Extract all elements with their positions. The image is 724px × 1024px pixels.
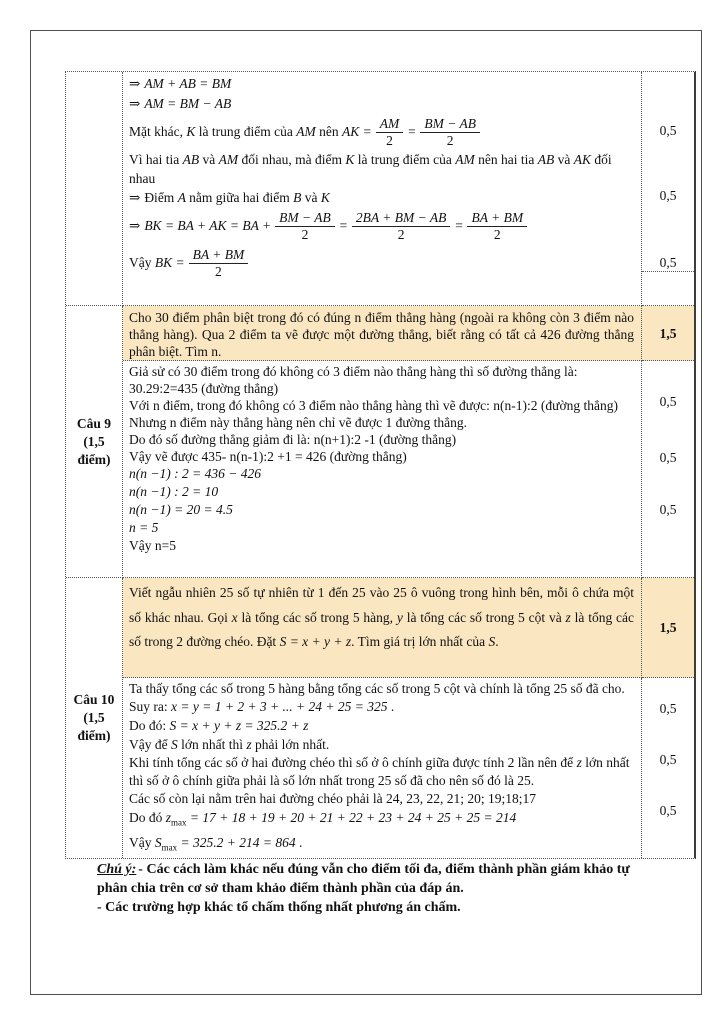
text-segment: Điểm [144,190,178,205]
q10-sol-line [129,754,634,790]
score-value: 0,5 [659,123,677,138]
q10-sol-line [129,680,634,716]
math-segment: x = y = 1 + 2 + 3 + ... + 24 + 25 = 325 [171,699,388,714]
question-number: Câu 9 [76,415,112,431]
math-segment: S = x + y + z = 325.2 + z [169,718,309,733]
q10-sol-line [129,716,634,736]
text-segment: Vậy [129,255,155,270]
math-segment: z [165,810,172,825]
q9-label-cell [66,306,123,578]
text-segment: nằm giữa hai điểm [189,190,294,205]
score-value: 0,5 [659,450,677,465]
math-segment: AK [573,152,595,167]
fraction [275,210,335,243]
fraction [189,247,249,280]
fraction-denominator: 2 [215,264,222,280]
q8-line-1 [129,74,634,94]
text-segment: là tổng các số trong 5 hàng, [241,609,397,625]
text-segment: Vậy [129,834,155,850]
math-segment: AB [537,152,558,167]
question-points: điểm) [77,451,111,467]
text-segment: đối nhau, mà điểm [241,152,346,167]
question-points: (1,5 [83,433,105,449]
text-segment: và [304,190,321,205]
question-points: điểm) [77,728,111,743]
text-segment: Do đó: [129,718,170,733]
math-segment: S [170,737,182,752]
question-points: (1,5 [83,710,105,725]
score-value: 0,5 [659,394,677,409]
fraction-numerator: BA + BM [189,247,249,264]
text-segment: phải lớn nhất. [255,737,330,752]
q10-solution-cell [123,678,642,858]
text-segment: nên [319,124,342,139]
text-segment: lớn nhất thì số ở ô chính giữa phải là số lớn nhất trong 25 số đã cho nên số đó là 25. [129,755,630,788]
note-paragraph-1 [97,860,652,898]
fraction-denominator: 2 [446,133,454,149]
math-segment: S [154,834,162,850]
subscript-max: max [171,817,187,828]
text-segment: . Tìm giá trị lớn nhất của [351,634,489,649]
implies-arrow: ⇒ [129,76,141,91]
math-segment: = 17 + 18 + 19 + 20 + 21 + 22 + 23 + 24 + 25 + 25 = 214 [186,810,517,825]
q9-sol-line: Do đó số đường thẳng giảm đi là: n(n+1):2 -1 (đường thẳng) [129,432,457,447]
math-segment: S [488,634,496,649]
math-segment: x [231,609,242,625]
q8-score-cell [642,72,694,306]
grading-note [97,860,652,917]
q8-line-2 [129,94,634,114]
score-value: 0,5 [659,803,677,818]
q9-sol-line: Giả sử có 30 điểm trong đó không có 3 điểm nào thẳng hàng thì số đường thẳng là: 30.29:2=435 (đường thẳng) [129,364,578,396]
note-label: Chú ý: [97,862,137,877]
text-segment: là tổng các số trong 2 đường chéo. Đặt [129,609,634,649]
text-segment: và [557,152,574,167]
math-segment: y [396,609,407,625]
math-segment: AM [296,124,320,139]
text-segment: là trung điểm của [198,124,297,139]
text-segment: nên hai tia [478,152,538,167]
fraction [467,210,527,243]
implies-arrow: ⇒ [129,190,141,205]
note-paragraph-2: - Các trường hợp khác tổ chấm thống nhất phương án chấm. [97,900,461,915]
fraction [376,116,404,149]
q9-statement-score-cell [642,306,694,361]
implies-arrow: ⇒ [129,96,141,111]
note-text: - Các cách làm khác nếu đúng vẫn cho điểm tối đa, điểm thành phần giám khảo tự phân chia trên cơ sở tham khảo điểm thành phần của đáp án. [97,862,630,896]
text-segment: là trung điểm của [357,152,456,167]
text-segment: Khi tính tổng các số ở hai đường chéo thì số ở ô chính giữa được tính 2 lần nên để [129,755,577,770]
text-segment: đối nhau [129,152,612,186]
q9-statement-cell [123,306,642,361]
q8-solution-cell [123,72,642,306]
text-segment: Vậy để [129,737,171,752]
text-segment: Viết ngẫu nhiên 25 số tự nhiên từ 1 đến 25 vào 25 ô vuông trong hình bên, mỗi ô chứa một số khác nhau. Gọi [129,585,634,625]
math-segment: A [177,190,190,205]
score-value: 0,5 [659,752,677,767]
fraction-numerator: 2BA + BM − AB [352,210,450,227]
q9-sol-math-line: n(n −1) = 20 = 4.5 [129,502,233,517]
text-segment: . [495,634,499,649]
q8-line-8 [129,245,634,281]
score-value: 1,5 [659,325,677,341]
math-segment: B [293,190,305,205]
q10-sol-line [129,833,634,858]
fraction-numerator: BM − AB [420,116,480,133]
text-segment: . [387,699,395,714]
math-segment: K [186,124,199,139]
q9-sol-math-line: n(n −1) : 2 = 10 [129,484,219,499]
math-segment: = [338,218,348,233]
q9-statement-text: Cho 30 điểm phân biệt trong đó có đúng n điểm thẳng hàng (ngoài ra không còn 3 điểm nào thẳng hàng). Qua 2 điểm ta vẽ được một đường thẳng, biết rằng có tất cả 426 đường thẳng phân biệt. Tìm n. [129,310,634,359]
text-segment: Mặt khác, [129,124,187,139]
fraction-numerator: BM − AB [275,210,335,227]
q9-sol-math-line: n = 5 [129,520,159,535]
q8-line-4 [129,150,634,188]
q9-sol-line: Vậy vẽ được 435- n(n-1):2 +1 = 426 (đường thẳng) [129,449,407,464]
subscript-max: max [161,842,178,853]
math-segment: z [576,755,586,770]
fraction-denominator: 2 [386,133,393,149]
fraction-denominator: 2 [397,227,405,243]
fraction-denominator: 2 [301,227,309,243]
grading-table [65,71,696,859]
q9-solution-cell [123,361,642,578]
math-segment: z [565,609,575,625]
q10-label-cell [66,578,123,858]
score-value: 0,5 [659,255,677,270]
q8-line-7 [129,207,634,245]
math-segment: BK = [154,255,185,270]
math-segment: AM [218,152,242,167]
implies-arrow: ⇒ [129,218,141,233]
math-segment: K [320,190,330,205]
score-value: 1,5 [659,620,677,635]
q10-sol-line [129,808,634,833]
math-segment: BK = BA + AK = BA + [144,218,272,233]
score-value: 0,5 [659,701,677,716]
q10-statement-cell [123,578,642,678]
text-segment: Vì hai tia [129,152,183,167]
q9-sol-line: Với n điểm, trong đó không có 3 điểm nào thẳng hàng thì vẽ được: n(n-1):2 (đường thẳng) [129,398,618,413]
fraction-numerator: BA + BM [467,210,527,227]
q10-statement-score-cell [642,578,694,678]
q8-line-3 [129,114,634,150]
text-segment: và [202,152,219,167]
fraction-numerator: AM [376,116,404,133]
score-value: 0,5 [659,188,677,203]
math-segment: z [246,737,256,752]
q9-sol-line: Nhưng n điểm này thẳng hàng nên chỉ vẽ được 1 đường thẳng. [129,415,468,430]
label-cell-empty [66,72,123,306]
q9-sol-math-line: n(n −1) : 2 = 436 − 426 [129,466,261,481]
score-value: 0,5 [659,502,677,517]
math-segment: AM = BM − AB [144,96,232,111]
math-segment: S = x + y + z [279,634,352,649]
math-segment: = 325.2 + 214 = 864 [177,834,296,850]
q10-sol-line: Các số còn lại nằm trên hai đường chéo phải là 24, 23, 22, 21; 20; 19;18;17 [129,791,537,806]
q10-sol-line [129,736,634,754]
q8-line-6 [129,188,634,207]
math-segment: = [454,218,464,233]
text-segment: lớn nhất thì [181,737,247,752]
score-divider [642,271,694,272]
math-segment: = [407,124,417,139]
fraction-denominator: 2 [493,227,501,243]
math-segment: AK = [341,124,372,139]
text-segment: là tổng các số trong 5 cột và [406,609,566,625]
fraction [352,210,450,243]
math-segment: AM + AB = BM [144,76,232,91]
text-segment: Ta thấy tổng các số trong 5 hàng bằng tổng các số trong 5 cột và chính là tổng 25 số đã cho. Suy ra: [129,681,625,714]
fraction [420,116,480,149]
math-segment: AM [455,152,479,167]
text-segment: . [295,834,303,850]
math-segment: K [345,152,358,167]
math-segment: AB [182,152,203,167]
text-segment: Do đó [129,810,166,825]
question-number: Câu 10 [73,692,115,707]
q9-score-cell [642,361,694,578]
q10-score-cell [642,678,694,858]
q9-sol-line: Vậy n=5 [129,538,176,553]
